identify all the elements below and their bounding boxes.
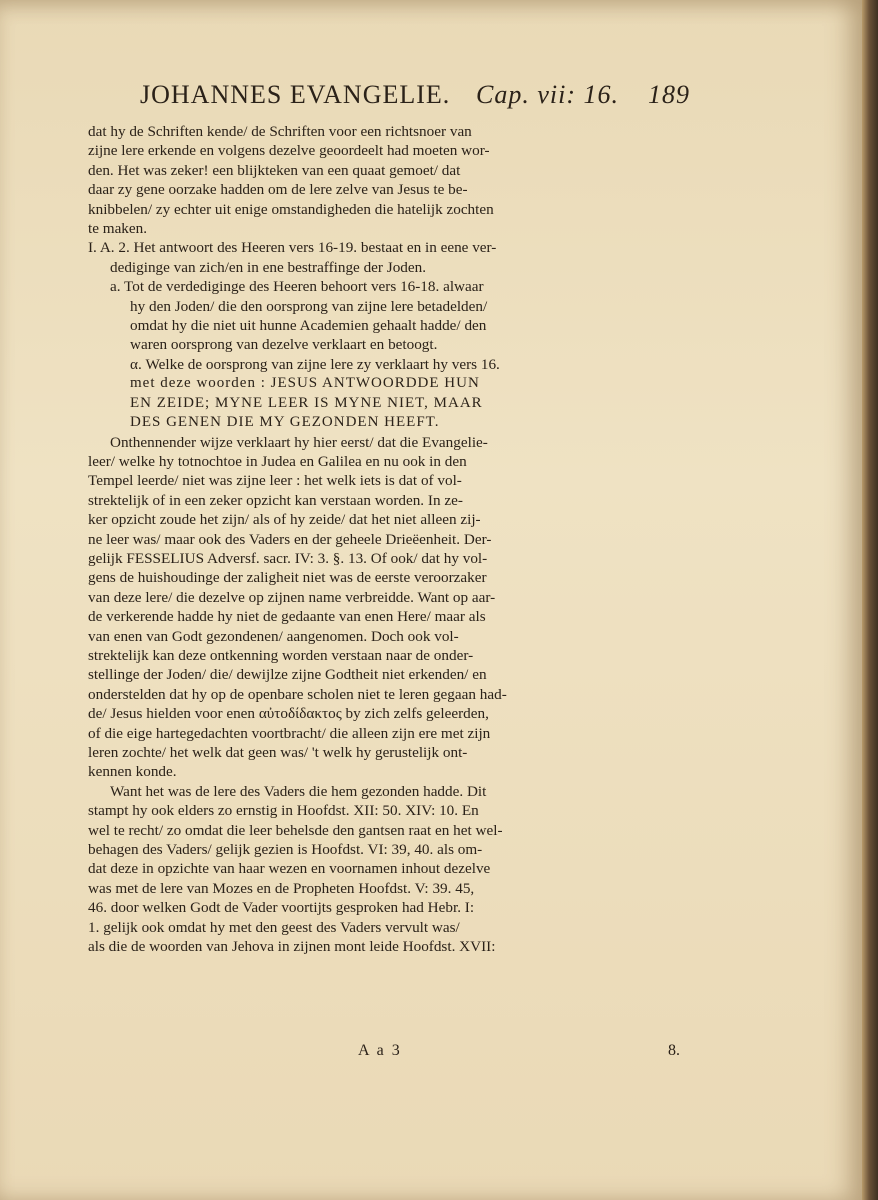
text-line: leren zochte/ het welk dat geen was/ 't welk hy gerustelijk ont- [88,744,468,761]
text-line: hy den Joden/ die den oorsprong van zijne lere betadelden/ [130,297,488,315]
text-line: EN ZEIDE; MYNE LEER IS MYNE NIET, MAAR [130,394,483,411]
text-line: leer/ welke hy totnochtoe in Judea en Galilea en nu ook in den [88,452,467,470]
text-line: van enen van Godt gezondenen/ aangenomen. Doch ook vol- [88,627,459,645]
text-line: strektelijk kan deze ontkenning worden verstaan naar de onder- [88,646,474,664]
page-footer [88,1042,688,1064]
text-line: Tempel leerde/ niet was zijne leer : het welk iets is dat of vol- [88,472,462,490]
chapter-reference: Cap. vii: 16. [476,80,619,109]
text-line: de verkerende hadde hy niet de gedaante van enen Here/ maar als [88,608,486,626]
text-line: ker opzicht zoude het zijn/ als of hy zeide/ dat het niet alleen zij- [88,511,481,529]
text-line: den. Het was zeker! een blijkteken van een quaat gemoet/ dat [88,161,461,179]
running-header [140,80,690,118]
text-line: stellinge der Joden/ die/ dewijlze zijne Godtheit niet erkenden/ en [88,666,487,684]
page-number: 189 [648,80,690,109]
text-line: als die de woorden van Jehova in zijnen mont leide Hoofdst. XVII: [88,938,496,956]
text-line: was met de lere van Mozes en de Propheten Hoofdst. V: 39. 45, [88,879,475,897]
catchword: 8. [668,1042,680,1059]
text-line: te maken. [88,220,148,238]
page-edge [862,0,878,1200]
text-line: strektelijk of in een zeker opzicht kan verstaan worden. In ze- [88,491,463,509]
text-line: zijne lere erkende en volgens dezelve geoordeelt had moeten wor- [88,142,490,160]
text-line: ne leer was/ maar ook des Vaders en der geheele Drieëenheit. Der- [88,530,492,548]
signature-mark: A a 3 [358,1042,402,1059]
text-line: 46. door welken Godt de Vader voortijts gesproken had Hebr. I: [88,899,475,917]
text-line: stampt hy ook elders zo ernstig in Hoofdst. XII: 50. XIV: 10. En [88,802,479,820]
text-body [88,122,688,956]
text-line: waren oorsprong van dezelve verklaart en betoogt. [130,336,438,354]
text-line: α. Welke de oorsprong van zijne lere zy verklaart hy vers 16. [130,355,500,373]
text-line: of die eige hartegedachten voortbracht/ die alleen zijn ere met zijn [88,724,491,742]
text-line: behagen des Vaders/ gelijk gezien is Hoofdst. VI: 39, 40. als om- [88,841,483,859]
text-line: dediginge van zich/en in ene bestraffinge der Joden. [110,258,427,276]
text-line: wel te recht/ zo omdat die leer behelsde den gantsen raat en het wel- [88,821,503,839]
text-line: de/ Jesus hielden voor enen αὐτοδίδακτος by zich zelfs geleerden, [88,705,489,723]
text-line: DES GENEN DIE MY GEZONDEN HEEFT. [130,414,440,431]
text-line: gelijk FESSELIUS Adversf. sacr. IV: 3. §. 13. Of ook/ dat hy vol- [88,549,488,567]
text-line: 1. gelijk ook omdat hy met den geest des Vaders vervult was/ [88,918,460,936]
text-line: met deze woorden : JESUS ANTWOORDDE HUN [130,375,480,392]
text-line: kennen konde. [88,763,177,781]
text-line: I. A. 2. Het antwoort des Heeren vers 16-19. bestaat en in eene ver- [88,239,497,257]
text-line: dat hy de Schriften kende/ de Schriften voor een richtsnoer van [88,123,472,140]
text-line: a. Tot de verdediginge des Heeren behoort vers 16-18. alwaar [110,278,484,296]
text-line: daar zy gene oorzake hadden om de lere zelve van Jesus te be- [88,181,468,199]
text-line: Want het was de lere des Vaders die hem gezonden hadde. Dit [110,782,487,800]
text-line: Onthennender wijze verklaart hy hier eerst/ dat die Evangelie- [110,433,488,451]
text-line: omdat hy die niet uit hunne Academien gehaalt hadde/ den [130,317,487,335]
text-line: knibbelen/ zy echter uit enige omstandigheden die hatelijk zochten [88,200,494,218]
text-line: van deze lere/ die dezelve op zijnen name verbreidde. Want op aar- [88,588,496,606]
text-line: gens de huishoudinge der zaligheit niet was de eerste veroorzaker [88,569,487,587]
text-line: dat deze in opzichte van haar wezen en voornamen inhout dezelve [88,860,491,878]
text-line: onderstelden dat hy op de openbare scholen niet te leren gegaan had- [88,685,507,703]
running-title: JOHANNES EVANGELIE. [140,80,451,109]
